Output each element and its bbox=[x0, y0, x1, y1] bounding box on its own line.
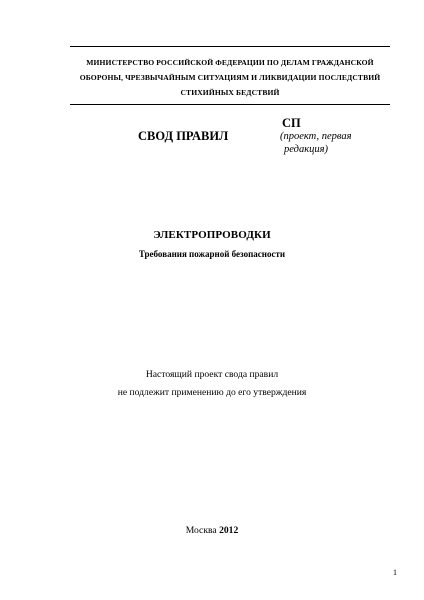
year: 2012 bbox=[219, 525, 239, 536]
notice-line-1: Настоящий проект свода правил bbox=[145, 369, 279, 380]
header-bottom-rule bbox=[70, 104, 390, 105]
ministry-line-3: СТИХИЙНЫХ БЕДСТВИЙ bbox=[180, 88, 280, 97]
ministry-line-2: ОБОРОНЫ, ЧРЕЗВЫЧАЙНЫМ СИТУАЦИЯМ И ЛИКВИДАЦИИ ПОСЛЕДСТВИЙ bbox=[79, 73, 381, 82]
page-number: 1 bbox=[393, 568, 397, 577]
city-year bbox=[0, 525, 424, 536]
sp-code: СП bbox=[282, 116, 301, 130]
draft-notice bbox=[0, 366, 424, 402]
ministry-header bbox=[70, 55, 390, 100]
document-title: ЭЛЕКТРОПРОВОДКИ bbox=[153, 229, 271, 241]
city: Москва bbox=[185, 525, 217, 536]
header-top-rule bbox=[70, 46, 390, 47]
document-subtitle: Требования пожарной безопасности bbox=[138, 249, 286, 259]
draft-status-line-2: редакция) bbox=[284, 144, 328, 155]
draft-status-line-1: (проект, первая bbox=[280, 131, 352, 142]
ministry-line-1: МИНИСТЕРСТВО РОССИЙСКОЙ ФЕДЕРАЦИИ ПО ДЕЛАМ ГРАЖДАНСКОЙ bbox=[86, 58, 374, 67]
notice-line-2: не подлежит применению до его утверждения bbox=[117, 387, 307, 398]
svod-pravil-label: СВОД ПРАВИЛ bbox=[138, 129, 229, 143]
sp-code-block bbox=[282, 116, 392, 156]
